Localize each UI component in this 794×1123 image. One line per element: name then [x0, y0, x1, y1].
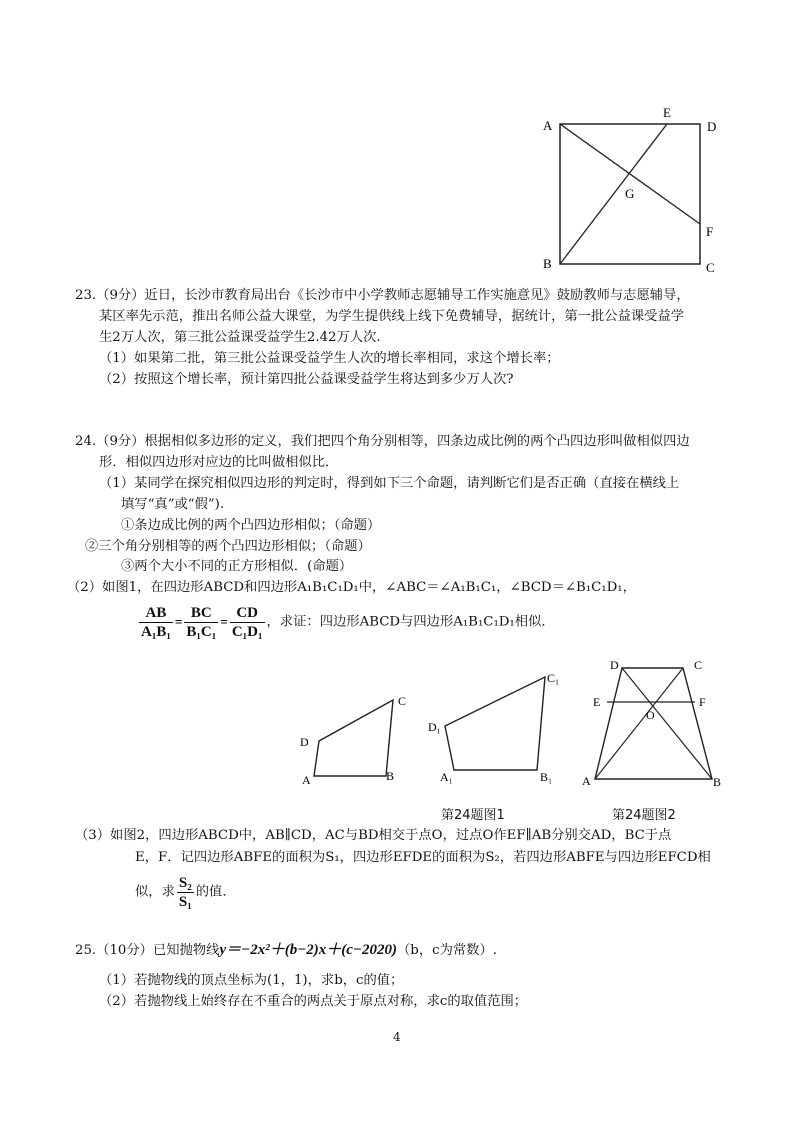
q24-part1-line1: （1）某同学在探究相似四边形的判定时，得到如下三个命题，请判断它们是否正确（直接在横线上 [99, 476, 680, 491]
q23-sub2: （2）按照这个增长率，预计第四批公益课受益学生将达到多少万人次? [99, 372, 514, 387]
fig24-1 [290, 660, 570, 800]
fraction-s2-s1: $\frac{\text{S₂}}{\text{S₁}}$ [178, 875, 192, 910]
quad-a1b1c1d1 [445, 677, 545, 770]
label-d1: D₁ [428, 720, 441, 734]
label-c: C [398, 694, 407, 708]
label-c: C [694, 658, 703, 672]
label-a: A [582, 774, 591, 788]
label-b1: B₁ [540, 770, 553, 784]
fraction-ab: $\frac{AB}{\text{A₁B₁}}$ [141, 605, 171, 640]
label-a1: A₁ [440, 770, 453, 784]
label-g: G [625, 186, 635, 201]
q23-sub1: （1）如果第二批，第三批公益课受益学生人次的增长率相同，求这个增长率； [99, 351, 560, 366]
q24-part3-line3: 似，求 $\frac{\text{S₂}}{\text{S₁}}$ 的值． [135, 875, 236, 910]
q24-line2: 形．相似四边形对应边的比叫做相似比． [99, 455, 339, 470]
segment-af [560, 124, 700, 224]
label-e: E [663, 105, 671, 120]
label-a: A [302, 773, 311, 787]
label-d: D [300, 735, 309, 749]
label-b: B [543, 256, 552, 271]
parabola-equation: y＝−2x²＋(b−2)x＋(c−2020) [219, 942, 398, 958]
fig24-2-caption: 第24题图2 [612, 808, 676, 823]
q24-prop2: ②三个角分别相等的两个凸四边形相似；（命题） [85, 539, 371, 554]
q23-line2: 某区率先示范，推出名师公益大课堂，为学生提供线上线下免费辅导，据统计，第一批公益课受益学 [99, 309, 685, 324]
page-number: 4 [393, 1030, 401, 1044]
q23-line3: 生2万人次，第三批公益课受益学生2.42万人次. [99, 330, 381, 345]
segment-be [560, 124, 667, 264]
square-figure [535, 100, 735, 278]
label-c: C [706, 260, 715, 275]
label-c1: C₁ [547, 671, 560, 685]
trapezoid-abcd [595, 668, 712, 779]
label-b: B [386, 769, 395, 783]
label-e: E [593, 695, 601, 709]
q24-part3-line1: （3）如图2，四边形ABCD中，AB∥CD，AC与BD相交于点O，过点O作EF∥AB分别交AD，BC于点 [75, 828, 672, 843]
q24-part2-line1: （2）如图1，在四边形ABCD和四边形A₁B₁C₁D₁中，∠ABC＝∠A₁B₁C₁，∠BCD＝∠B₁C₁D₁， [67, 580, 636, 595]
label-f: F [699, 695, 706, 709]
q24-prop1: ①条边成比例的两个凸四边形相似；（命题） [121, 518, 381, 533]
q24-ratio-line: $\frac{AB}{\text{A₁B₁}}$ = $\frac{BC}{\text{B₁C₁}}$ = $\frac{CD}{\text{C₁D₁}}$ ，求证：四边形ABCD与四边形A₁B₁C₁D₁相似． [141, 605, 555, 640]
q24-part3-line2: E，F．记四边形ABFE的面积为S₁，四边形EFDE的面积为S₂，若四边形ABFE与四边形EFCD相 [135, 850, 711, 865]
label-o: O [646, 708, 655, 722]
fig24-2 [580, 655, 730, 795]
fraction-cd: $\frac{CD}{\text{C₁D₁}}$ [231, 605, 263, 640]
quad-abcd [314, 700, 393, 776]
diagonal-bd [622, 668, 712, 779]
q24-part2-tail: ，求证：四边形ABCD与四边形A₁B₁C₁D₁相似． [266, 614, 555, 630]
q24-line1: 24.（9分）根据相似多边形的定义，我们把四个角分别相等，四条边成比例的两个凸四边形叫做相似四边 [75, 434, 690, 449]
label-f: F [706, 224, 714, 239]
q23-line1: 23.（9分）近日，长沙市教育局出台《长沙市中小学教师志愿辅导工作实施意见》鼓励教师与志愿辅导， [75, 288, 690, 303]
fig24-1-caption: 第24题图1 [441, 808, 505, 823]
label-b: B [713, 775, 722, 789]
fraction-bc: $\frac{BC}{\text{B₁C₁}}$ [186, 605, 217, 640]
label-d: D [707, 119, 717, 134]
q24-part1-line2: 填写“真”或“假”). [121, 497, 225, 512]
label-a: A [543, 118, 553, 133]
label-d: D [610, 658, 619, 672]
q25-sub1: （1）若抛物线的顶点坐标为(1，1)，求b，c的值； [99, 973, 404, 988]
q25-sub2: （2）若抛物线上始终存在不重合的两点关于原点对称，求c的取值范围； [99, 994, 528, 1009]
q25-line1: 25.（10分）已知抛物线y＝−2x²＋(b−2)x＋(c−2020)（b，c为常数）. [75, 942, 497, 958]
q24-prop3: ③两个大小不同的正方形相似．(命题） [121, 559, 353, 574]
